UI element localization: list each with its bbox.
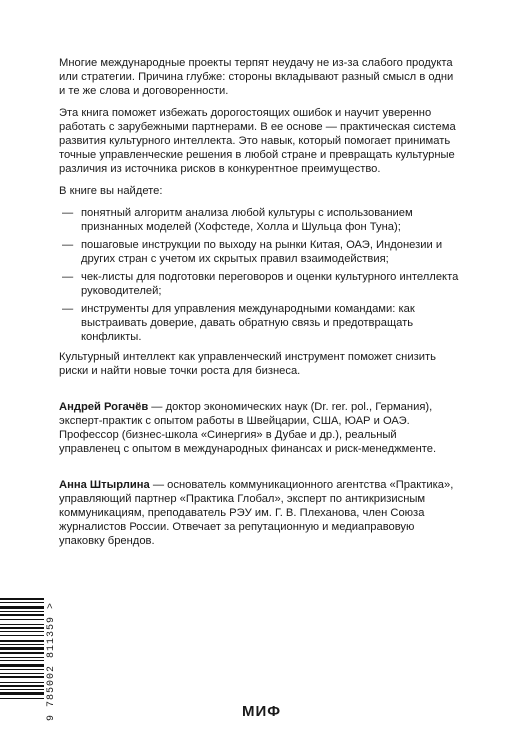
dash-marker: —	[62, 207, 74, 219]
author-description: — доктор экономических наук (Dr. rer. pol., Германия), эксперт-практик с опытом работы в Швейцарии, США, ЮАР и ОАЭ. Профессор (бизнес-школа «Синергия» в Дубае и др.), реальный управленец с опытом в международных финансах и риск-менеджменте.	[59, 401, 437, 455]
feature-text: инструменты для управления международными командами: как выстраивать доверие, давать обратную связь и предотвращать конфликты.	[81, 303, 415, 343]
publisher-logo: МИФ	[242, 703, 282, 720]
dash-marker: —	[62, 303, 74, 315]
list-item	[59, 206, 459, 234]
list-item	[59, 270, 459, 298]
author-description: — основатель коммуникационного агентства «Практика», управляющий партнер «Практика Глобал», эксперт по антикризисным коммуникациям, преподаватель РЭУ им. Г. В. Плеханова, член Союза журналистов России. Отвечает за репутационную и медиаправовую упаковку брендов.	[59, 479, 454, 547]
author-name: Андрей Рогачёв	[59, 401, 149, 413]
back-cover-text	[59, 56, 459, 556]
list-item	[59, 238, 459, 266]
author-bio-2	[59, 478, 459, 548]
list-item	[59, 302, 459, 344]
feature-text: чек-листы для подготовки переговоров и оценки культурного интеллекта руководителей;	[81, 271, 459, 297]
author-name: Анна Штырлина	[59, 479, 150, 491]
dash-marker: —	[62, 271, 74, 283]
author-bio-1	[59, 400, 459, 456]
barcode-icon	[0, 598, 46, 724]
feature-text: понятный алгоритм анализа любой культуры с использованием признанных моделей (Хофстеде, Холла и Шульца фон Туна);	[81, 207, 413, 233]
feature-text: пошаговые инструкции по выходу на рынки Китая, ОАЭ, Индонезии и других стран с учетом их скрытых правил взаимодействия;	[81, 239, 443, 265]
features-list	[59, 206, 459, 344]
features-heading: В книге вы найдете:	[59, 185, 163, 197]
intro-paragraph-1: Многие международные проекты терпят неудачу не из-за слабого продукта или стратегии. Причина глубже: стороны вкладывают разный смысл в одни и те же слова и договоренности.	[59, 57, 454, 97]
intro-paragraph-2: Эта книга поможет избежать дорогостоящих ошибок и научит уверенно работать с зарубежными партнерами. В ее основе — практическая система развития культурного интеллекта. Это навык, который помогает принимать точные управленческие решения в любой стране и превращать культурные различия из источника рисков в конкурентное преимущество.	[59, 107, 456, 175]
dash-marker: —	[62, 239, 74, 251]
conclusion-paragraph: Культурный интеллект как управленческий инструмент поможет снизить риски и найти новые точки роста для бизнеса.	[59, 351, 436, 377]
isbn-number: 9 785002 811359 >	[46, 601, 57, 721]
